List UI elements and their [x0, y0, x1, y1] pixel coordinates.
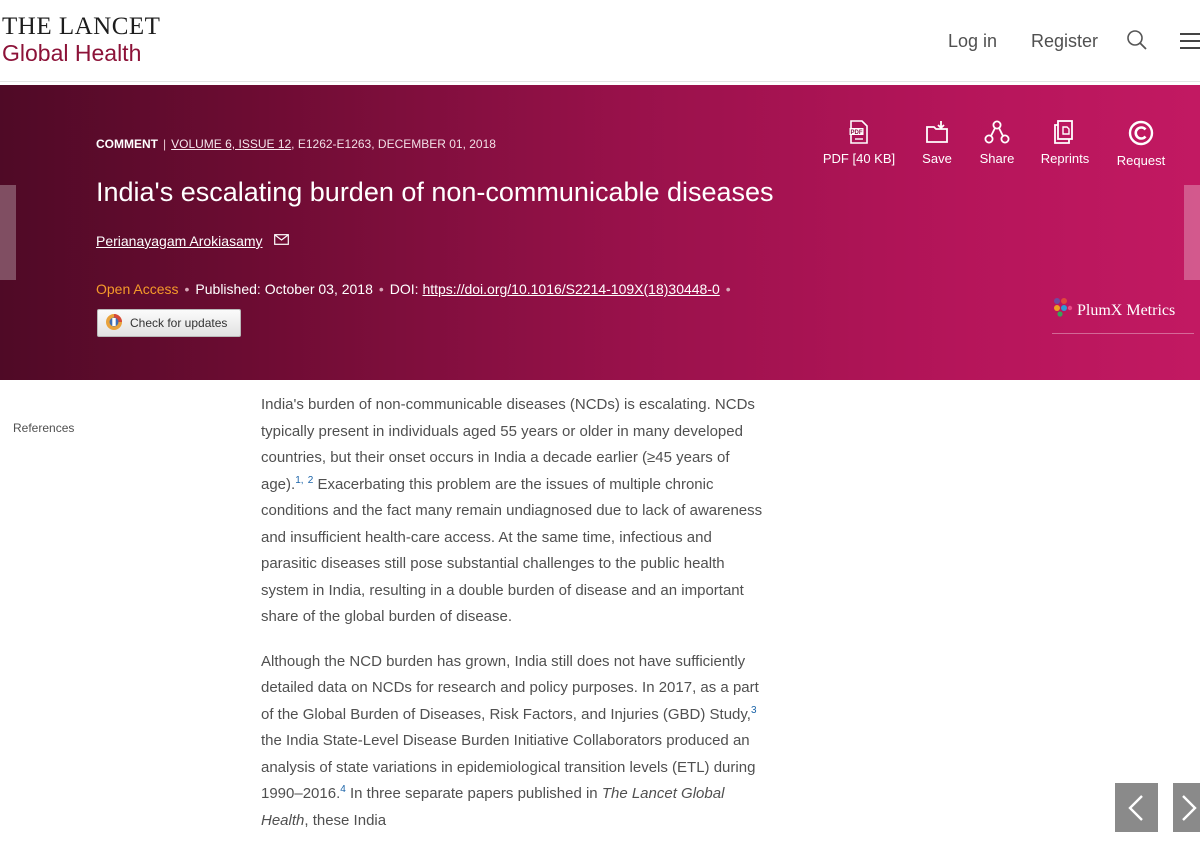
register-link[interactable]: Register	[1031, 31, 1099, 51]
plumx-label: PlumX Metrics	[1077, 302, 1176, 320]
lancet-logo[interactable]	[2, 14, 160, 65]
pdf-icon	[849, 120, 869, 144]
article-body	[261, 392, 766, 852]
logo-bottom-text: Global Health	[2, 40, 142, 66]
bullet: •	[378, 281, 384, 297]
body-paragraph-1	[261, 392, 766, 631]
citation-2[interactable]: 2	[307, 474, 314, 486]
share-button[interactable]	[975, 120, 1019, 166]
prev-article-tab[interactable]	[0, 185, 16, 280]
p2-text-b: the India State-Level Disease Burden Initiative Collaborators produced an analysis of state variations in epidemiological transition levels (ETL) during 1990–2016.	[261, 732, 756, 802]
pdf-button[interactable]	[820, 120, 898, 166]
article-banner	[0, 85, 1200, 380]
open-access-badge[interactable]: Open Access	[96, 281, 179, 297]
check-for-updates-button[interactable]	[97, 309, 241, 337]
hamburger-menu-icon[interactable]	[1180, 32, 1200, 55]
mail-icon[interactable]	[274, 232, 289, 248]
reprints-button[interactable]	[1038, 120, 1092, 166]
site-header	[0, 0, 1200, 82]
journal-title-italic: The Lancet Global Health	[261, 785, 725, 829]
pages-date: , E1262-E1263, DECEMBER 01, 2018	[291, 137, 496, 151]
references-link[interactable]: References	[13, 421, 75, 435]
p1-text-a: India's burden of non-communicable diseases (NCDs) is escalating. NCDs typically present in individuals aged 55 years or older in many developed countries, but their onset occurs in India a decade earlier (≥45 years of age).	[261, 396, 755, 493]
article-title: India's escalating burden of non-communicable diseases	[96, 177, 774, 207]
svg-text:PDF: PDF	[850, 129, 863, 136]
search-icon[interactable]	[1126, 29, 1148, 56]
check-for-updates-label: Check for updates	[130, 316, 228, 330]
copyright-icon	[1128, 120, 1154, 146]
doi-label: DOI:	[389, 281, 419, 297]
chevron-right-icon	[1173, 795, 1200, 821]
previous-page-button[interactable]	[1115, 783, 1158, 832]
save-label: Save	[922, 151, 952, 166]
volume-issue-link[interactable]: VOLUME 6, ISSUE 12	[171, 137, 292, 151]
crossmark-icon	[105, 313, 123, 334]
pdf-label: PDF [40 KB]	[822, 151, 896, 166]
logo-top-text: THE LANCET	[2, 13, 161, 40]
citation-3[interactable]: 3	[750, 704, 757, 716]
save-button[interactable]	[917, 120, 957, 166]
share-icon	[984, 120, 1010, 144]
doi-link[interactable]: https://doi.org/10.1016/S2214-109X(18)30448-0	[422, 281, 720, 297]
citation-4[interactable]: 4	[340, 784, 346, 795]
article-meta	[96, 137, 496, 151]
login-link[interactable]: Log in	[948, 31, 998, 51]
reprints-icon	[1054, 120, 1076, 144]
save-icon	[925, 120, 949, 144]
plumx-metrics-link[interactable]	[1052, 299, 1194, 334]
meta-separator: |	[163, 137, 167, 151]
plumx-icon	[1052, 297, 1074, 322]
body-paragraph-2	[261, 649, 766, 835]
next-page-button[interactable]	[1173, 783, 1200, 832]
author-row	[96, 233, 289, 250]
published-date: October 03, 2018	[264, 281, 373, 297]
reprints-label: Reprints	[1040, 151, 1090, 166]
article-type: COMMENT	[96, 137, 158, 151]
next-article-tab[interactable]	[1184, 185, 1200, 280]
request-button[interactable]	[1113, 120, 1169, 168]
chevron-left-icon	[1115, 795, 1158, 821]
bullet: •	[184, 281, 190, 297]
p2-text-c: In three separate papers published in	[345, 785, 602, 802]
published-label: Published:	[195, 281, 261, 297]
citation-1[interactable]: 1,	[295, 474, 304, 486]
author-link[interactable]: Perianayagam Arokiasamy	[96, 233, 263, 249]
request-label: Request	[1116, 153, 1166, 168]
p2-text-d: , these India	[304, 811, 387, 829]
p2-text-a: Although the NCD burden has grown, India still does not have sufficiently detailed data on NCDs for research and policy purposes. In 2017, as a part of the Global Burden of Diseases, Risk Factors, and Injuries (GBD) Study,	[261, 652, 759, 723]
bullet: •	[725, 281, 731, 297]
share-label: Share	[979, 151, 1015, 166]
p1-text-b: Exacerbating this problem are the issues of multiple chronic conditions and the fact many remain undiagnosed due to lack of awareness and insufficient health-care access. At the same time, infectious and parasitic diseases still pose substantial challenges to the public health system in India, resulting in a double burden of disease and an important share of the global burden of disease.	[261, 475, 763, 625]
publication-row	[96, 281, 737, 297]
